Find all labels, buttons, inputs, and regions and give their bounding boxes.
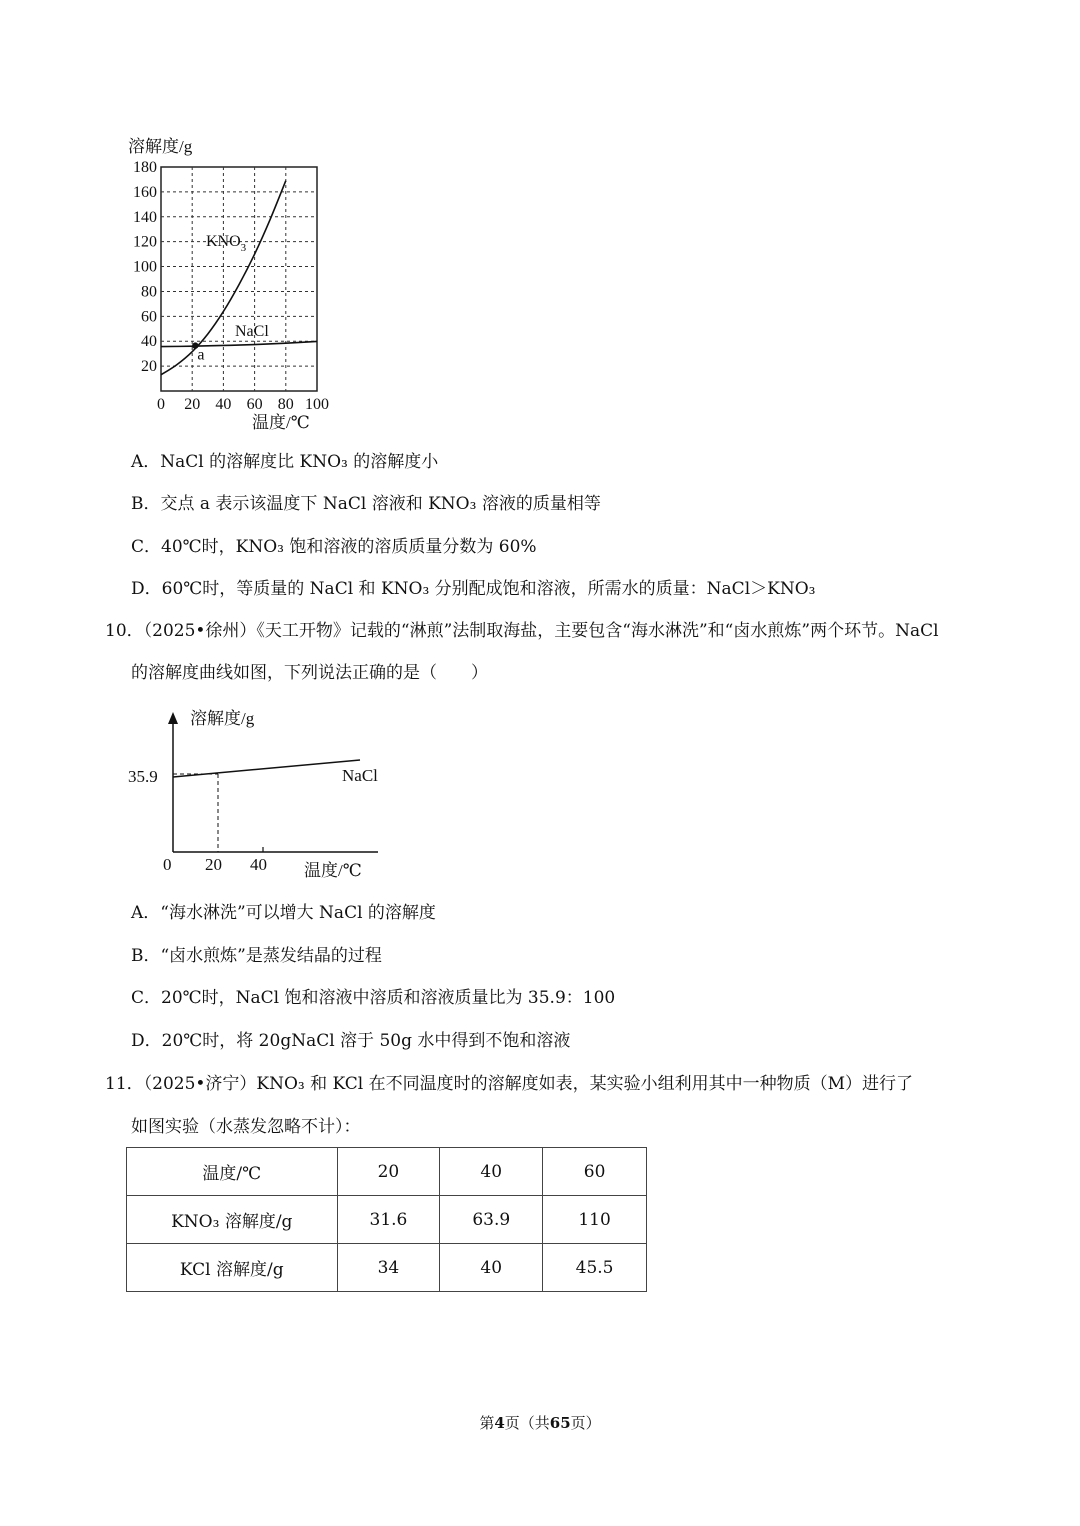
chart2-ytick-35-9: 35.9 [128, 767, 158, 786]
page-footer [0, 1412, 1080, 1433]
chart1-x-ticks [157, 396, 329, 413]
q10-stem-line2: 的溶解度曲线如图，下列说法正确的是（ ） [131, 663, 488, 683]
q10-stem-line1: 10．（2025•徐州）《天工开物》记载的“淋煎”法制取海盐，主要包含“海水淋洗”和“卤水煎炼”两个环节。NaCl [105, 621, 939, 641]
chart1-ytick-label: 160 [133, 183, 157, 201]
table-cell: 温度/℃ [127, 1148, 338, 1196]
footer-mid: 页（共 [504, 1414, 550, 1432]
chart1-grid [161, 167, 317, 391]
q10-option-c: C．20℃时，NaCl 饱和溶液中溶质和溶液质量比为 35.9：100 [131, 988, 616, 1008]
footer-total-pages: 65 [549, 1414, 571, 1432]
chart2-nacl-line [173, 760, 360, 777]
table-cell: 31.6 [337, 1196, 440, 1244]
kno3-curve-label [206, 233, 247, 254]
q10-option-b: B．“卤水煎炼”是蒸发结晶的过程 [131, 946, 382, 966]
table-cell: 40 [440, 1244, 543, 1292]
chart2-xtick-20: 20 [205, 855, 222, 874]
solubility-table [126, 1147, 647, 1292]
table-cell: 60 [543, 1148, 647, 1196]
solubility-chart-1 [0, 0, 1080, 440]
chart1-ytick-label: 80 [141, 283, 157, 301]
solubility-chart-2 [0, 690, 420, 890]
table-cell: KCl 溶解度/g [127, 1244, 338, 1292]
table-cell: 110 [543, 1196, 647, 1244]
kno3-label-sub: 3 [240, 242, 247, 254]
table-cell: KNO₃ 溶解度/g [127, 1196, 338, 1244]
chart1-frame [161, 167, 317, 391]
chart1-y-ticks [133, 159, 157, 375]
q11-stem-line1: 11．（2025•济宁）KNO₃ 和 KCl 在不同温度时的溶解度如表，某实验小组利用其中一种物质（M）进行了 [105, 1074, 914, 1094]
footer-page-number: 4 [494, 1414, 505, 1432]
chart1-ylabel: 溶解度/g [128, 137, 193, 156]
chart2-y-arrow [168, 712, 178, 724]
table-row [127, 1196, 647, 1244]
table-cell: 63.9 [440, 1196, 543, 1244]
nacl-curve-label: NaCl [235, 323, 269, 340]
q9-option-d: D．60℃时，等质量的 NaCl 和 KNO₃ 分别配成饱和溶液，所需水的质量：NaCl＞KNO₃ [131, 579, 816, 599]
chart1-xtick-label: 20 [184, 396, 201, 413]
chart2-nacl-label: NaCl [342, 766, 378, 785]
chart2-ylabel: 溶解度/g [190, 709, 255, 728]
chart2-xlabel: 温度/℃ [304, 861, 362, 880]
q9-option-a: A．NaCl 的溶解度比 KNO₃ 的溶解度小 [131, 452, 439, 472]
chart1-ytick-label: 100 [133, 258, 157, 276]
table-cell: 40 [440, 1148, 543, 1196]
nacl-curve [161, 341, 317, 346]
q10-option-d: D．20℃时，将 20gNaCl 溶于 50g 水中得到不饱和溶液 [131, 1031, 571, 1051]
chart1-xtick-label: 40 [215, 396, 232, 413]
chart1-ytick-label: 20 [141, 358, 157, 376]
chart2-xtick-40: 40 [250, 855, 267, 874]
chart1-xtick-label: 0 [157, 396, 165, 413]
chart1-ytick-label: 40 [141, 333, 157, 351]
table-cell: 34 [337, 1244, 440, 1292]
chart1-xlabel: 温度/℃ [252, 413, 310, 432]
chart2-xtick-0: 0 [163, 855, 172, 874]
table-row [127, 1244, 647, 1292]
q9-option-c: C．40℃时，KNO₃ 饱和溶液的溶质质量分数为 60% [131, 537, 537, 557]
kno3-label-main: KNO [206, 233, 241, 250]
footer-prefix: 第 [479, 1414, 495, 1432]
chart1-ytick-label: 140 [133, 208, 157, 226]
table-cell: 20 [337, 1148, 440, 1196]
intersection-label-a: a [197, 346, 205, 364]
table-cell: 45.5 [543, 1244, 647, 1292]
footer-suffix: 页） [570, 1414, 601, 1432]
q11-stem-line2: 如图实验（水蒸发忽略不计）： [131, 1117, 361, 1137]
chart1-xtick-label: 100 [305, 396, 329, 413]
q10-option-a: A．“海水淋洗”可以增大 NaCl 的溶解度 [131, 903, 436, 923]
chart1-ytick-label: 180 [133, 159, 157, 176]
chart1-xtick-label: 60 [246, 396, 263, 413]
chart1-ytick-label: 60 [141, 308, 157, 326]
chart1-ytick-label: 120 [133, 233, 157, 251]
table-header-row [127, 1148, 647, 1196]
chart1-xtick-label: 80 [277, 396, 294, 413]
q9-option-b: B．交点 a 表示该温度下 NaCl 溶液和 KNO₃ 溶液的质量相等 [131, 494, 601, 514]
